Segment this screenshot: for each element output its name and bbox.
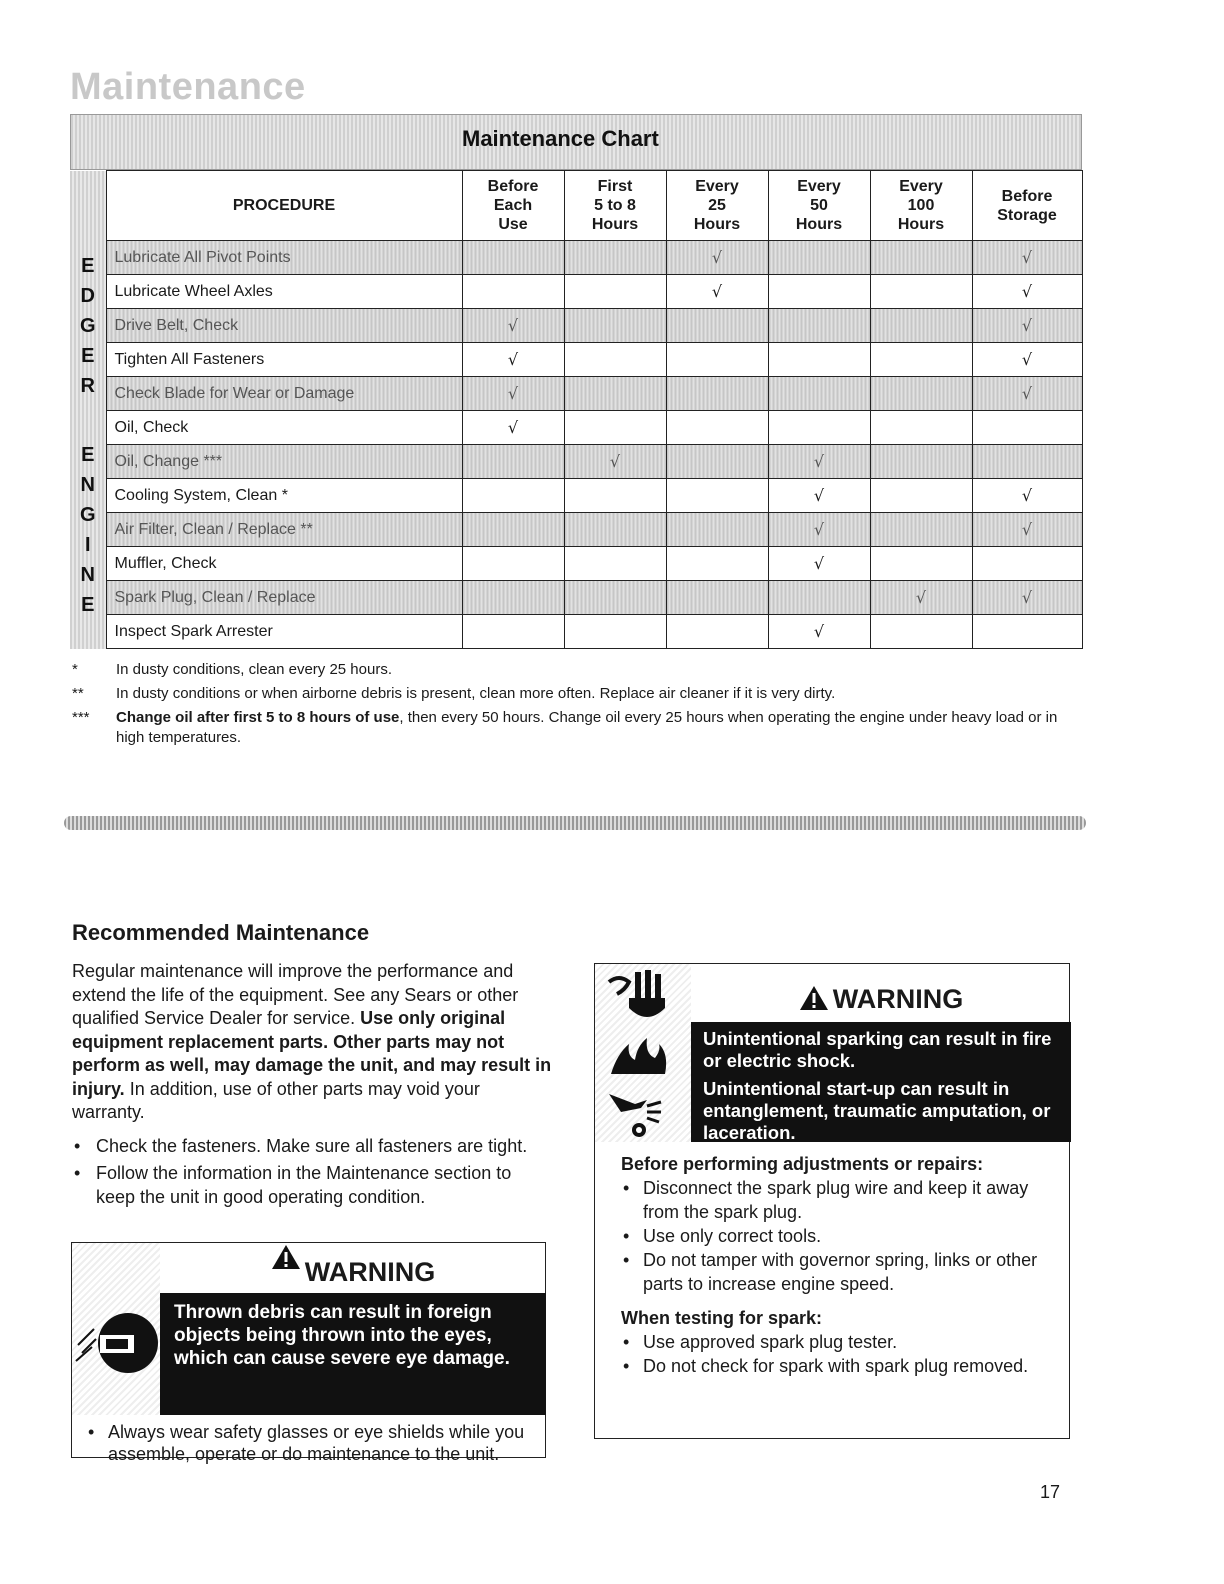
footnote xyxy=(72,708,1072,748)
empty-cell xyxy=(462,615,564,649)
recommended-paragraph xyxy=(72,960,552,1125)
electric-shock-icon xyxy=(609,970,665,1017)
instruction-item: • Do not check for spark with spark plug removed. xyxy=(621,1354,1061,1378)
empty-cell xyxy=(666,309,768,343)
header-every-25-hours: Every 25 Hours xyxy=(666,171,768,241)
icon-panel xyxy=(595,964,691,1142)
empty-cell xyxy=(768,581,870,615)
warning-message: Thrown debris can result in foreign objects being thrown into the eyes, which can cause severe eye damage. xyxy=(160,1293,546,1415)
warning-message: Unintentional start-up can result in entanglement, traumatic amputation, or laceration. xyxy=(703,1078,1051,1143)
check-mark-icon: √ xyxy=(462,377,564,411)
empty-cell xyxy=(768,241,870,275)
group-letter: D xyxy=(80,284,95,307)
warning-triangle-icon xyxy=(271,1244,301,1270)
procedure-cell: Muffler, Check xyxy=(106,547,462,581)
empty-cell xyxy=(666,445,768,479)
chart-table xyxy=(70,170,1083,649)
instructions-subheading: Before performing adjustments or repairs: xyxy=(621,1154,984,1174)
empty-cell xyxy=(666,479,768,513)
empty-cell xyxy=(462,581,564,615)
warning-header xyxy=(160,1243,546,1293)
check-mark-icon: √ xyxy=(972,241,1082,275)
empty-cell xyxy=(870,513,972,547)
warning-header xyxy=(691,964,1071,1022)
empty-cell xyxy=(870,479,972,513)
group-letter: N xyxy=(80,473,95,496)
chart-row xyxy=(70,479,1082,513)
empty-cell xyxy=(666,343,768,377)
procedure-cell: Cooling System, Clean * xyxy=(106,479,462,513)
instruction-item: • Use only correct tools. xyxy=(621,1224,1061,1248)
instruction-item: • Use approved spark plug tester. xyxy=(621,1330,1061,1354)
recommended-text-end: In addition, use of other parts may void your warranty. xyxy=(72,1078,480,1122)
empty-cell xyxy=(666,411,768,445)
check-mark-icon: √ xyxy=(972,513,1082,547)
footnote-text: In dusty conditions or when airborne debris is present, clean more often. Replace air cleaner if it is very dirty. xyxy=(116,685,836,702)
procedure-cell: Drive Belt, Check xyxy=(106,309,462,343)
header-first-5-to-8-hours: First 5 to 8 Hours xyxy=(564,171,666,241)
empty-cell xyxy=(462,513,564,547)
chart-body xyxy=(70,241,1082,649)
group-letter: G xyxy=(79,503,96,526)
empty-cell xyxy=(768,377,870,411)
check-mark-icon: √ xyxy=(462,343,564,377)
empty-cell xyxy=(666,513,768,547)
empty-cell xyxy=(870,615,972,649)
check-mark-icon: √ xyxy=(972,343,1082,377)
empty-cell xyxy=(972,445,1082,479)
empty-cell xyxy=(666,547,768,581)
check-mark-icon: √ xyxy=(768,479,870,513)
check-mark-icon: √ xyxy=(768,513,870,547)
footnote-text: In dusty conditions, clean every 25 hours. xyxy=(116,661,392,678)
empty-cell xyxy=(870,343,972,377)
page-title: Maintenance xyxy=(70,66,306,108)
empty-cell xyxy=(768,275,870,309)
header-procedure: PROCEDURE xyxy=(106,171,462,241)
procedure-cell: Air Filter, Clean / Replace ** xyxy=(106,513,462,547)
empty-cell xyxy=(564,241,666,275)
chart-row xyxy=(70,377,1082,411)
chart-row xyxy=(70,513,1082,547)
footnote-symbol: * xyxy=(72,661,78,678)
empty-cell xyxy=(462,479,564,513)
procedure-cell: Lubricate Wheel Axles xyxy=(106,275,462,309)
warning-instructions xyxy=(86,1421,536,1465)
empty-cell xyxy=(564,479,666,513)
footnote-text: , then every 50 hours. Change oil every 25 hours when operating the engine under heavy load or in high temperatures. xyxy=(116,709,1058,746)
footnote xyxy=(72,684,1072,704)
procedure-cell: Check Blade for Wear or Damage xyxy=(106,377,462,411)
empty-cell xyxy=(564,275,666,309)
warning-bullet: • Always wear safety glasses or eye shields while you assemble, operate or do maintenance to the unit. xyxy=(86,1421,536,1465)
hazard-icons xyxy=(595,964,691,1142)
check-mark-icon: √ xyxy=(972,309,1082,343)
chart-title: Maintenance Chart xyxy=(462,126,659,151)
group-letter: E xyxy=(81,593,95,616)
header-before-storage: Before Storage xyxy=(972,171,1082,241)
hand-entanglement-icon xyxy=(609,1094,661,1137)
empty-cell xyxy=(870,377,972,411)
fire-icon xyxy=(611,1038,666,1074)
instructions-subheading: When testing for spark: xyxy=(621,1308,823,1328)
header-before-each-use: Before Each Use xyxy=(462,171,564,241)
section-divider xyxy=(64,816,1086,830)
empty-cell xyxy=(666,581,768,615)
check-mark-icon: √ xyxy=(972,479,1082,513)
header-every-50-hours: Every 50 Hours xyxy=(768,171,870,241)
chart-row xyxy=(70,275,1082,309)
footnote-symbol: ** xyxy=(72,685,84,702)
check-mark-icon: √ xyxy=(462,309,564,343)
empty-cell xyxy=(462,445,564,479)
page-number: 17 xyxy=(1040,1482,1061,1502)
eye-shield-icon xyxy=(72,1243,160,1415)
procedure-cell: Inspect Spark Arrester xyxy=(106,615,462,649)
empty-cell xyxy=(768,411,870,445)
chart-row xyxy=(70,615,1082,649)
warning-message: Unintentional sparking can result in fire or electric shock. xyxy=(703,1028,1052,1071)
chart-row xyxy=(70,241,1082,275)
recommended-bullets xyxy=(72,1135,552,1210)
group-letter: R xyxy=(80,374,95,397)
check-mark-icon: √ xyxy=(768,615,870,649)
empty-cell xyxy=(972,615,1082,649)
footnote-bold-text: Change oil after first 5 to 8 hours of use xyxy=(116,709,400,726)
empty-cell xyxy=(564,343,666,377)
check-mark-icon: √ xyxy=(462,411,564,445)
instruction-item: • Disconnect the spark plug wire and keep it away from the spark plug. xyxy=(621,1176,1061,1224)
recommended-maintenance-heading: Recommended Maintenance xyxy=(72,920,370,945)
recommended-bold-text: Use only original equipment replacement parts. Other parts may not perform as well, may damage the unit, and may result in injury. xyxy=(72,1008,552,1099)
empty-cell xyxy=(564,615,666,649)
empty-cell xyxy=(462,275,564,309)
group-letter: I xyxy=(84,533,91,556)
group-letter: N xyxy=(80,563,95,586)
warning-box-spark xyxy=(594,963,1070,1439)
warning-label: WARNING xyxy=(832,984,964,1014)
check-mark-icon: √ xyxy=(768,547,870,581)
warning-label: WARNING xyxy=(304,1257,436,1287)
group-label-edger xyxy=(70,241,106,411)
empty-cell xyxy=(870,547,972,581)
warning-triangle-icon xyxy=(799,985,829,1011)
chart-row xyxy=(70,547,1082,581)
warning-messages xyxy=(691,1022,1071,1142)
recommended-maintenance-body xyxy=(72,960,552,1213)
empty-cell xyxy=(972,547,1082,581)
recommended-text: Regular maintenance will improve the performance and extend the life of the equipment. See any Sears or other qualified Service Dealer for service. xyxy=(72,961,519,1028)
empty-cell xyxy=(870,275,972,309)
empty-cell xyxy=(564,547,666,581)
empty-cell xyxy=(564,411,666,445)
chart-row xyxy=(70,343,1082,377)
chart-row xyxy=(70,445,1082,479)
check-mark-icon: √ xyxy=(972,377,1082,411)
group-letter: E xyxy=(81,344,95,367)
empty-cell xyxy=(666,377,768,411)
footnotes xyxy=(72,660,1072,752)
empty-cell xyxy=(768,309,870,343)
empty-cell xyxy=(870,241,972,275)
group-letter: E xyxy=(81,254,95,277)
check-mark-icon: √ xyxy=(972,581,1082,615)
header-spacer xyxy=(70,171,106,241)
chart-row xyxy=(70,581,1082,615)
empty-cell xyxy=(462,547,564,581)
group-letter: G xyxy=(79,314,96,337)
check-mark-icon: √ xyxy=(870,581,972,615)
procedure-cell: Tighten All Fasteners xyxy=(106,343,462,377)
empty-cell xyxy=(564,309,666,343)
chart-row xyxy=(70,411,1082,445)
empty-cell xyxy=(870,445,972,479)
check-mark-icon: √ xyxy=(666,241,768,275)
procedure-cell: Lubricate All Pivot Points xyxy=(106,241,462,275)
maintenance-chart xyxy=(70,114,1082,648)
warning-instructions xyxy=(621,1152,1061,1378)
header-every-100-hours: Every 100 Hours xyxy=(870,171,972,241)
empty-cell xyxy=(870,411,972,445)
group-letter: E xyxy=(81,443,95,466)
empty-cell xyxy=(462,241,564,275)
empty-cell xyxy=(666,615,768,649)
empty-cell xyxy=(564,581,666,615)
empty-cell xyxy=(768,343,870,377)
footnote xyxy=(72,660,1072,680)
empty-cell xyxy=(972,411,1082,445)
empty-cell xyxy=(564,513,666,547)
instructions-list xyxy=(621,1176,1061,1296)
footnote-symbol: *** xyxy=(72,709,90,726)
bullet-item: • Check the fasteners. Make sure all fasteners are tight. xyxy=(72,1135,552,1159)
icon-panel xyxy=(72,1243,160,1415)
group-label-engine xyxy=(70,411,106,649)
instruction-item: • Do not tamper with governor spring, links or other parts to increase engine speed. xyxy=(621,1248,1061,1296)
procedure-cell: Oil, Check xyxy=(106,411,462,445)
chart-row xyxy=(70,309,1082,343)
check-mark-icon: √ xyxy=(768,445,870,479)
procedure-cell: Spark Plug, Clean / Replace xyxy=(106,581,462,615)
empty-cell xyxy=(870,309,972,343)
empty-cell xyxy=(564,377,666,411)
bullet-item: • Follow the information in the Maintenance section to keep the unit in good operating condition. xyxy=(72,1162,552,1209)
check-mark-icon: √ xyxy=(972,275,1082,309)
instructions-list xyxy=(621,1330,1061,1378)
warning-box-eye-protection xyxy=(71,1242,546,1464)
check-mark-icon: √ xyxy=(666,275,768,309)
procedure-cell: Oil, Change *** xyxy=(106,445,462,479)
check-mark-icon: √ xyxy=(564,445,666,479)
